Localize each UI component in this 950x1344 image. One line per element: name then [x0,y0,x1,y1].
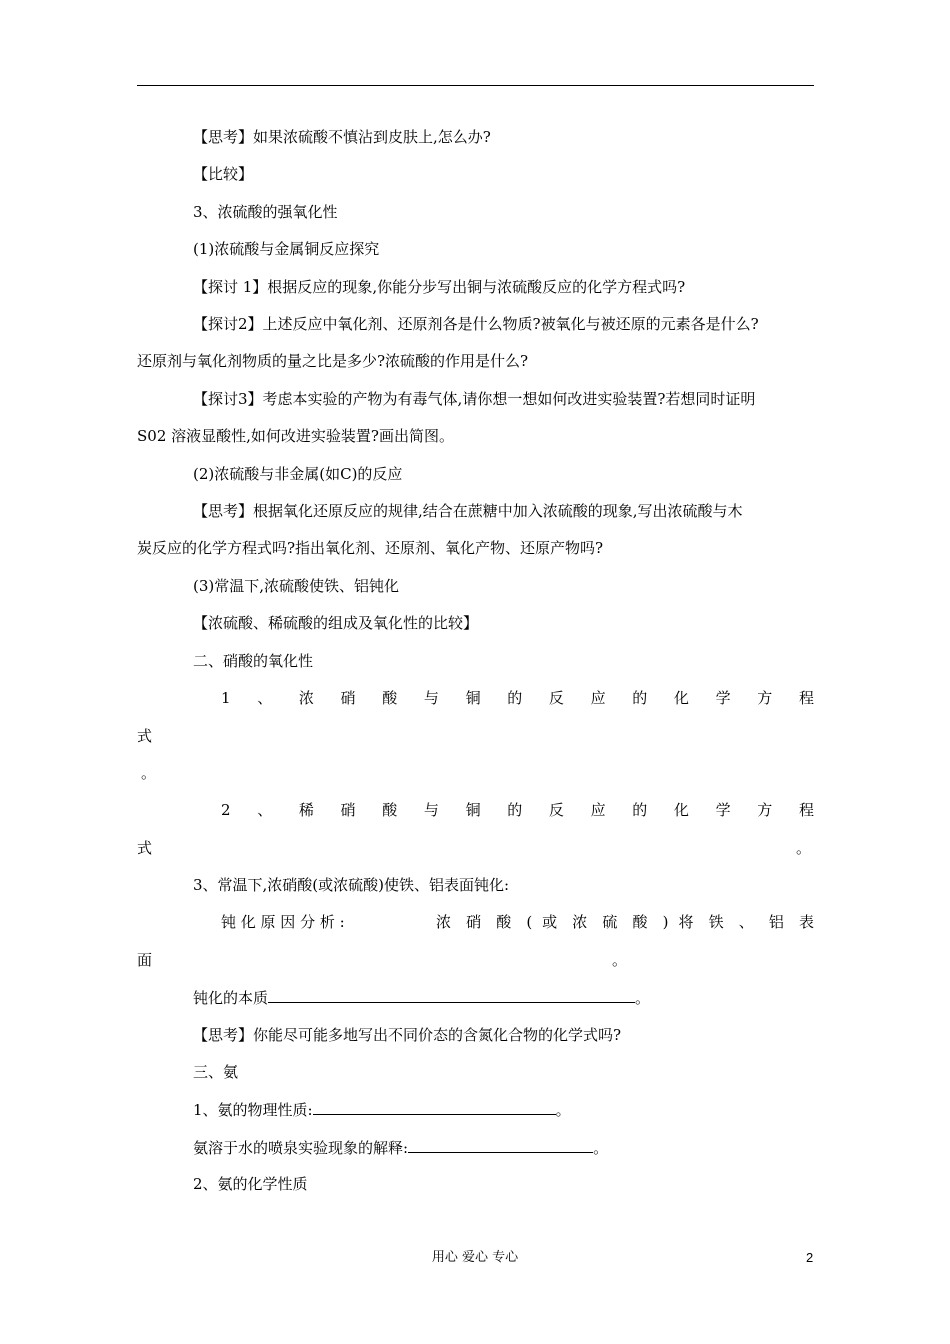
physical-period: 。 [555,1101,571,1119]
discuss-3-cont: S02 溶液显酸性,如何改进实验装置?画出简图。 [137,427,454,445]
q2-char: 程 [798,801,814,819]
q1-char: 浓 [298,689,314,707]
q2-char: 、 [257,801,273,819]
question-1 [221,688,814,708]
passivation-essence [193,987,650,1008]
q1-char: 化 [673,689,689,707]
q3-label: 钝 化 原 因 分 析 : [221,913,345,931]
fountain-explain [193,1137,608,1158]
think-charcoal-cont: 炭反应的化学方程式吗?指出氧化剂、还原剂、氧化产物、还原产物吗? [137,539,604,557]
q2-char: 学 [715,801,731,819]
question-3-period: 。 [612,951,628,969]
q2-char: 化 [673,801,689,819]
q1-char: 硝 [340,689,356,707]
essence-label: 钝化的本质 [193,989,269,1007]
think-nitrogen: 【思考】你能尽可能多地写出不同价态的含氮化合物的化学式吗? [193,1026,622,1044]
header-rule [137,85,814,86]
q2-char: 铜 [465,801,481,819]
passivation-heading: 3、常温下,浓硝酸(或浓硫酸)使铁、铝表面钝化: [193,876,510,894]
q2-char: 稀 [298,801,314,819]
q1-char: 反 [548,689,564,707]
fountain-blank[interactable] [408,1137,593,1153]
subsection-3: (3)常温下,浓硫酸使铁、铝钝化 [193,577,400,595]
q1-char: 1 [221,689,231,707]
discuss-2: 【探讨2】上述反应中氧化剂、还原剂各是什么物质?被氧化与被还原的元素各是什么? [193,315,759,333]
page-number: 2 [806,1250,814,1265]
discuss-2-cont: 还原剂与氧化剂物质的量之比是多少?浓硫酸的作用是什么? [137,352,529,370]
ammonia-heading: 三、氨 [193,1063,239,1081]
question-2-period: 。 [796,839,812,857]
q2-char: 的 [632,801,648,819]
q2-char: 应 [590,801,606,819]
q2-char: 方 [757,801,773,819]
essence-blank[interactable] [268,987,635,1003]
q1-char: 应 [590,689,606,707]
q3-text: 浓 硝 酸 ( 或 浓 硫 酸 ) 将 铁 、 铝 表 [436,913,814,931]
q1-char: 学 [715,689,731,707]
subsection-2: (2)浓硫酸与非金属(如C)的反应 [193,465,403,483]
fountain-period: 。 [593,1139,609,1157]
compare-heading: 【比较】 [193,165,254,183]
q1-char: 、 [257,689,273,707]
question-3 [221,912,814,932]
think-skin: 【思考】如果浓硫酸不慎沾到皮肤上,怎么办? [193,128,491,146]
physical-blank[interactable] [313,1099,556,1115]
question-2-tail: 式 [137,839,153,857]
physical-label: 1、氨的物理性质: [193,1101,313,1119]
subsection-1: (1)浓硫酸与金属铜反应探究 [193,240,380,258]
fountain-label: 氨溶于水的喷泉实验现象的解释: [193,1139,409,1157]
compare-sulfuric: 【浓硫酸、稀硫酸的组成及氧化性的比较】 [193,614,479,632]
question-3-tail: 面 [137,951,153,969]
essence-period: 。 [635,989,651,1007]
q1-char: 的 [632,689,648,707]
q2-char: 2 [221,801,231,819]
q2-char: 与 [423,801,439,819]
q1-char: 方 [757,689,773,707]
q2-char: 硝 [340,801,356,819]
discuss-3: 【探讨3】考虑本实验的产物为有毒气体,请你想一想如何改进实验装置?若想同时证明 [193,390,756,408]
footer-motto: 用心 爱心 专心 [431,1250,519,1265]
q1-char: 与 [423,689,439,707]
question-1-tail: 式 [137,727,153,745]
q1-char: 酸 [382,689,398,707]
ammonia-physical [193,1099,571,1120]
question-1-period: 。 [141,764,157,782]
q1-char: 程 [798,689,814,707]
think-charcoal: 【思考】根据氧化还原反应的规律,结合在蔗糖中加入浓硫酸的现象,写出浓硫酸与木 [193,502,743,520]
ammonia-chemical: 2、氨的化学性质 [193,1175,308,1193]
q1-char: 的 [507,689,523,707]
q2-char: 酸 [382,801,398,819]
question-2 [221,800,814,820]
nitric-heading: 二、硝酸的氧化性 [193,652,314,670]
q2-char: 的 [507,801,523,819]
section-3-heading: 3、浓硫酸的强氧化性 [193,203,338,221]
q2-char: 反 [548,801,564,819]
q1-char: 铜 [465,689,481,707]
discuss-1: 【探讨 1】根据反应的现象,你能分步写出铜与浓硫酸反应的化学方程式吗? [193,278,686,296]
